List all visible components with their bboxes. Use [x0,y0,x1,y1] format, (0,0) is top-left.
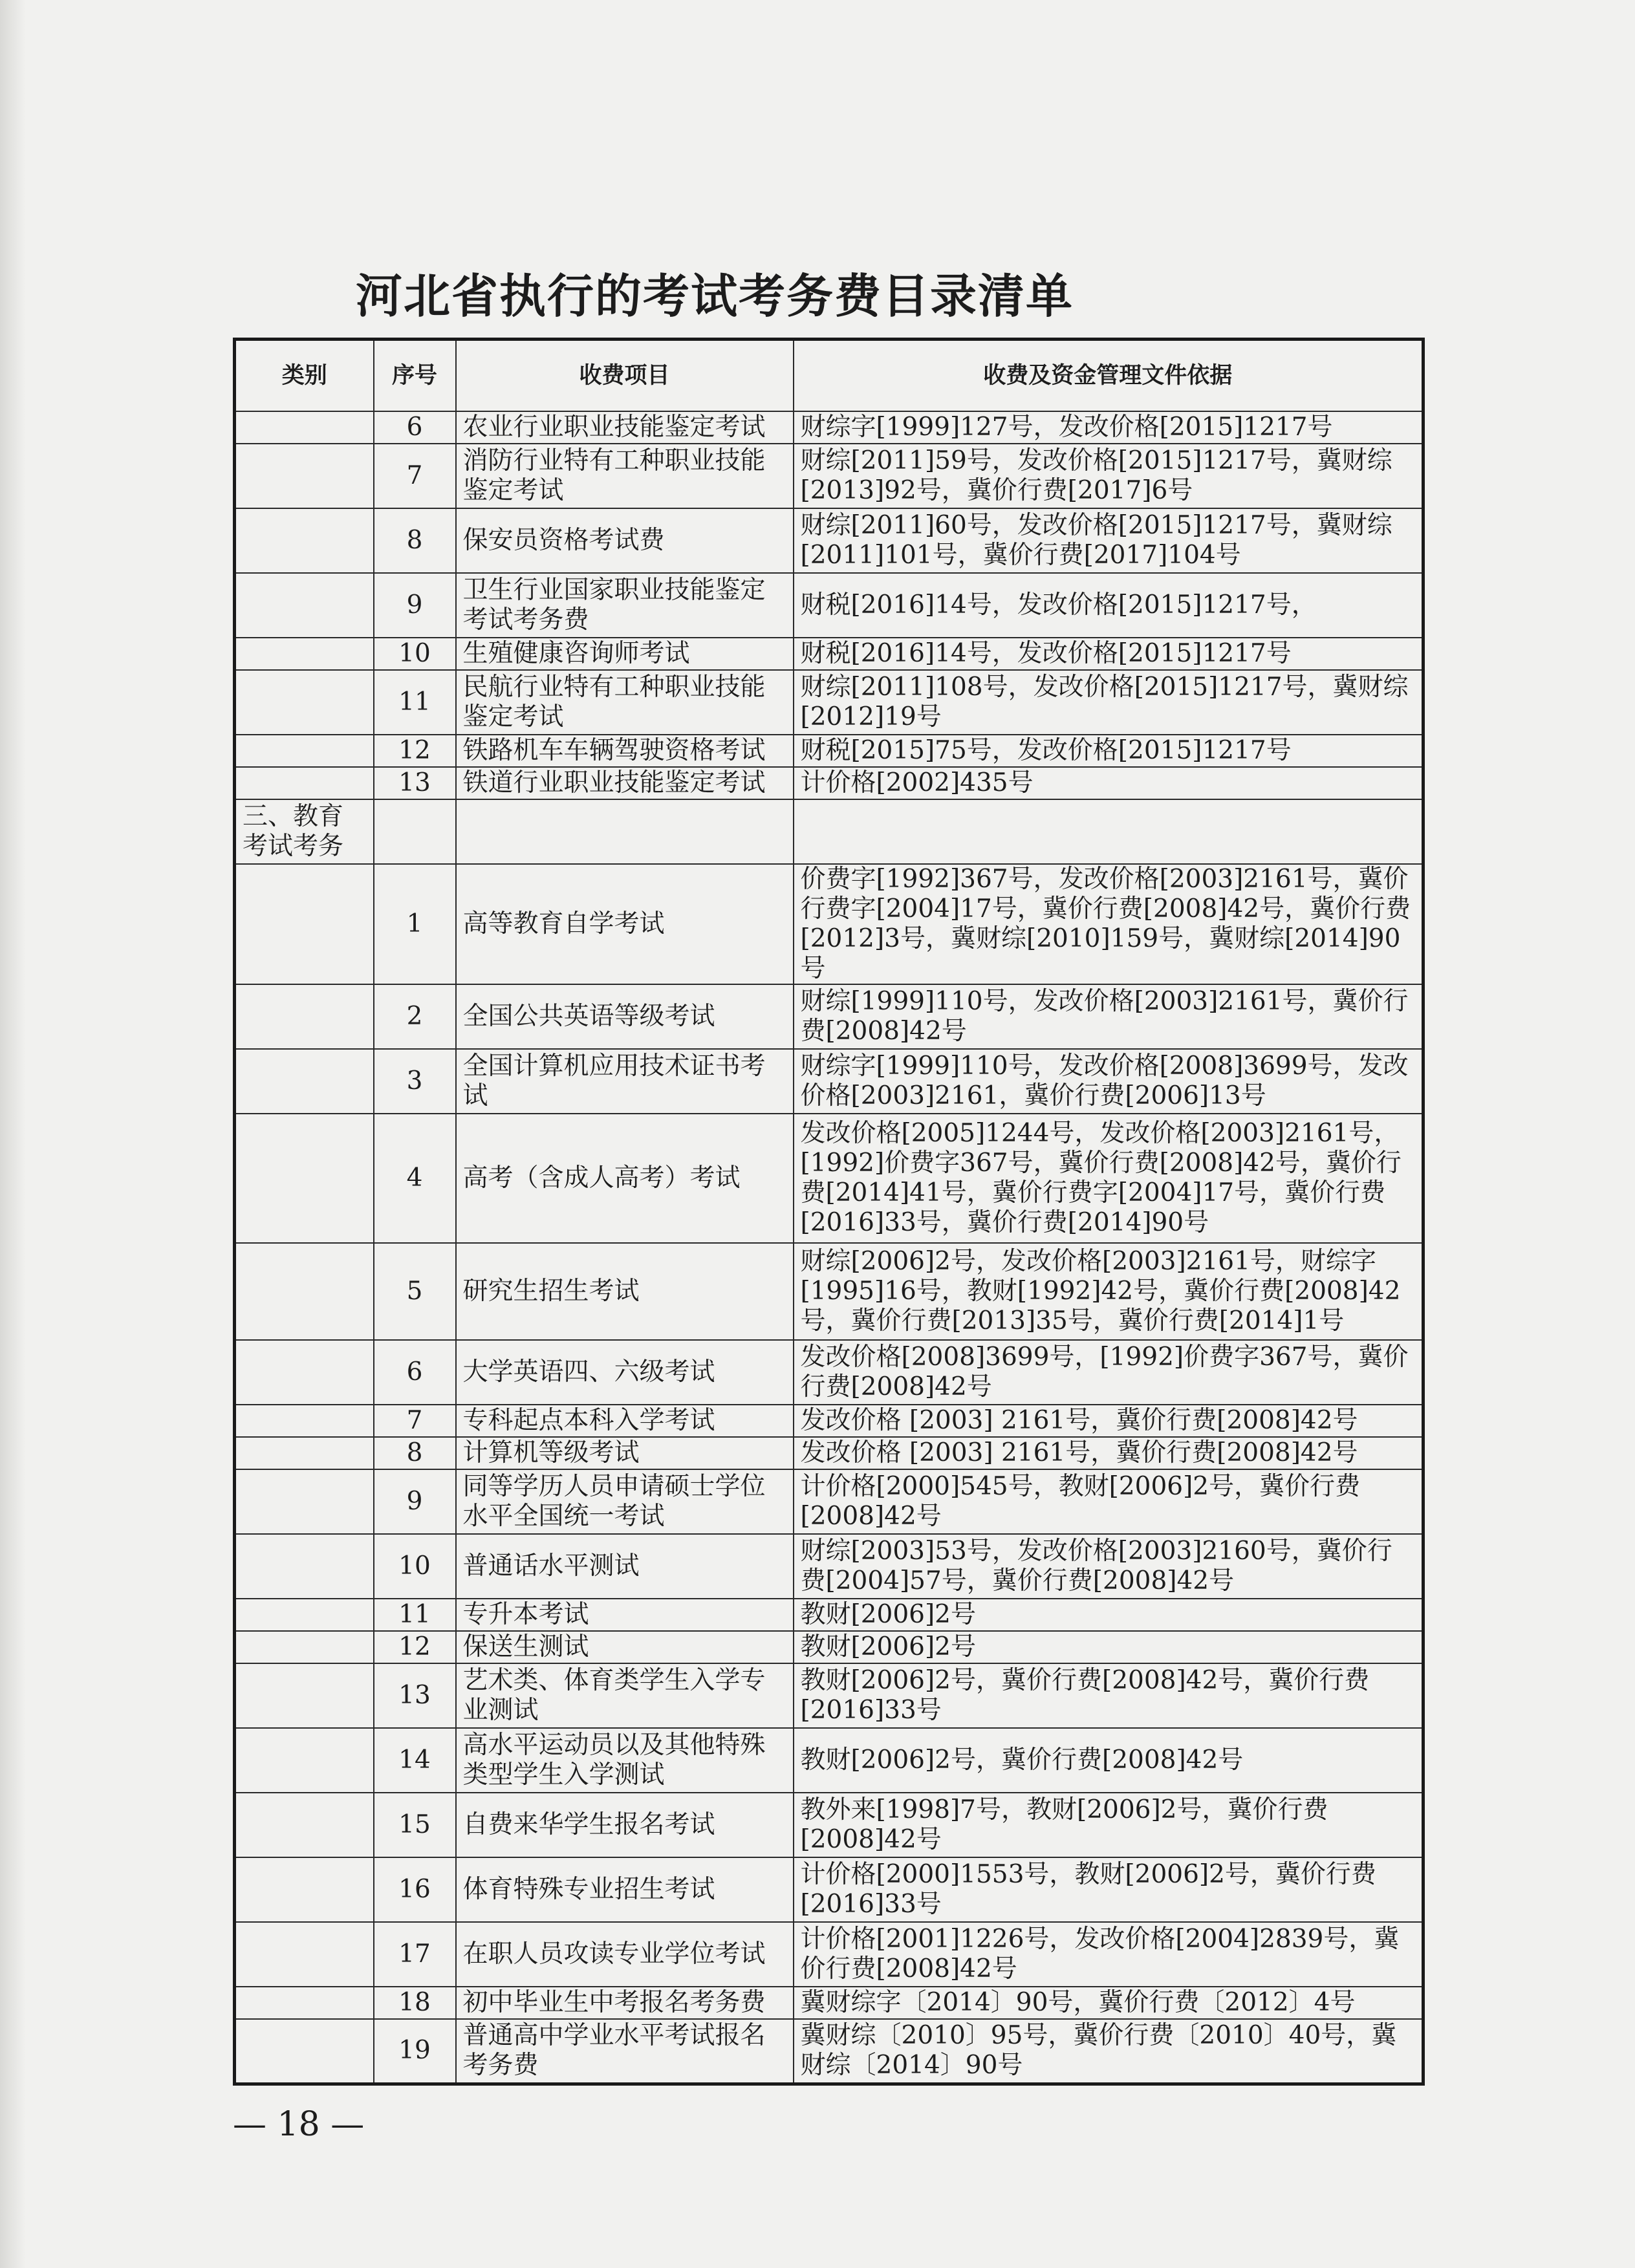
table-row [235,1049,1424,1114]
header-seq: 序号 [374,340,456,412]
table-row [235,1469,1424,1534]
item-cell: 同等学历人员申请硕士学位水平全国统一考试 [456,1469,794,1534]
item-cell: 专科起点本科入学考试 [456,1405,794,1437]
item-cell: 保送生测试 [456,1631,794,1663]
item-cell: 计算机等级考试 [456,1437,794,1469]
category-cell [235,444,374,508]
table-row [235,735,1424,767]
category-cell: 三、教育考试考务 [235,799,374,864]
category-cell [235,1534,374,1599]
item-cell: 大学英语四、六级考试 [456,1340,794,1405]
category-cell [235,1049,374,1114]
category-cell [235,864,374,984]
page-title: 河北省执行的考试考务费目录清单 [355,269,1074,323]
table-row [235,1243,1424,1340]
table-row [235,1922,1424,1987]
category-cell [235,411,374,444]
basis-cell: 教财[2006]2号，冀价行费[2008]42号 [794,1728,1424,1793]
table-row [235,1857,1424,1922]
table-row [235,1534,1424,1599]
seq-cell: 3 [374,1049,456,1114]
item-cell: 自费来华学生报名考试 [456,1793,794,1857]
table-row [235,1631,1424,1663]
basis-cell: 教财[2006]2号，冀价行费[2008]42号，冀价行费[2016]33号 [794,1663,1424,1728]
page-number: — 18 — [233,2105,365,2144]
table-body [235,411,1424,2084]
seq-cell: 13 [374,767,456,799]
seq-cell: 9 [374,1469,456,1534]
header-item: 收费项目 [456,340,794,412]
seq-cell: 6 [374,411,456,444]
seq-cell: 12 [374,735,456,767]
category-cell [235,1437,374,1469]
item-cell: 高水平运动员以及其他特殊类型学生入学测试 [456,1728,794,1793]
table-row [235,508,1424,573]
basis-cell: 财综字[1999]110号，发改价格[2008]3699号，发改价格[2003]2161，冀价行费[2006]13号 [794,1049,1424,1114]
table-row [235,799,1424,864]
seq-cell: 11 [374,1599,456,1631]
category-cell [235,2019,374,2084]
category-cell [235,1922,374,1987]
table-row [235,1114,1424,1243]
item-cell: 高考（含成人高考）考试 [456,1114,794,1243]
basis-cell: 教财[2006]2号 [794,1599,1424,1631]
category-cell [235,1793,374,1857]
table-row [235,984,1424,1049]
item-cell: 民航行业特有工种职业技能鉴定考试 [456,670,794,735]
category-cell [235,1599,374,1631]
table-row [235,864,1424,984]
seq-cell: 8 [374,508,456,573]
table-row [235,411,1424,444]
item-cell: 全国计算机应用技术证书考试 [456,1049,794,1114]
category-cell [235,1469,374,1534]
item-cell: 专升本考试 [456,1599,794,1631]
category-cell [235,1340,374,1405]
basis-cell: 财综[2011]59号，发改价格[2015]1217号，冀财综[2013]92号，冀价行费[2017]6号 [794,444,1424,508]
item-cell: 卫生行业国家职业技能鉴定考试考务费 [456,573,794,638]
table-row [235,444,1424,508]
basis-cell: 计价格[2000]545号，教财[2006]2号，冀价行费[2008]42号 [794,1469,1424,1534]
seq-cell: 8 [374,1437,456,1469]
category-cell [235,1663,374,1728]
seq-cell: 5 [374,1243,456,1340]
seq-cell: 11 [374,670,456,735]
seq-cell: 12 [374,1631,456,1663]
seq-cell: 6 [374,1340,456,1405]
seq-cell: 18 [374,1987,456,2019]
item-cell: 铁路机车车辆驾驶资格考试 [456,735,794,767]
item-cell: 全国公共英语等级考试 [456,984,794,1049]
table-row [235,1663,1424,1728]
item-cell: 铁道行业职业技能鉴定考试 [456,767,794,799]
item-cell: 高等教育自学考试 [456,864,794,984]
paper-edge [0,0,26,2268]
basis-cell: 计价格[2002]435号 [794,767,1424,799]
category-cell [235,767,374,799]
fee-table [233,338,1425,2086]
header-basis: 收费及资金管理文件依据 [794,340,1424,412]
basis-cell: 财综[2011]108号，发改价格[2015]1217号，冀财综[2012]19号 [794,670,1424,735]
basis-cell [794,799,1424,864]
seq-cell: 17 [374,1922,456,1987]
basis-cell: 发改价格 [2003] 2161号，冀价行费[2008]42号 [794,1405,1424,1437]
item-cell: 消防行业特有工种职业技能鉴定考试 [456,444,794,508]
item-cell: 普通高中学业水平考试报名考务费 [456,2019,794,2084]
basis-cell: 发改价格[2005]1244号，发改价格[2003]2161号，[1992]价费字367号，冀价行费[2008]42号，冀价行费[2014]41号，冀价行费字[2004]17号，冀价行费[2016]33号，冀价行费[2014]90号 [794,1114,1424,1243]
table-row [235,1728,1424,1793]
table-row [235,1599,1424,1631]
table-row [235,1793,1424,1857]
basis-cell: 财税[2016]14号，发改价格[2015]1217号 [794,638,1424,670]
category-cell [235,1631,374,1663]
seq-cell: 7 [374,1405,456,1437]
seq-cell: 13 [374,1663,456,1728]
category-cell [235,1857,374,1922]
basis-cell: 计价格[2000]1553号，教财[2006]2号，冀价行费[2016]33号 [794,1857,1424,1922]
basis-cell: 教外来[1998]7号，教财[2006]2号，冀价行费[2008]42号 [794,1793,1424,1857]
table-row [235,1987,1424,2019]
table-row [235,573,1424,638]
basis-cell: 冀财综字〔2014〕90号，冀价行费〔2012〕4号 [794,1987,1424,2019]
basis-cell: 财税[2015]75号，发改价格[2015]1217号 [794,735,1424,767]
seq-cell: 10 [374,638,456,670]
basis-cell: 发改价格 [2003] 2161号，冀价行费[2008]42号 [794,1437,1424,1469]
basis-cell: 教财[2006]2号 [794,1631,1424,1663]
seq-cell: 2 [374,984,456,1049]
table-header-row [235,340,1424,412]
table-row [235,2019,1424,2084]
item-cell: 体育特殊专业招生考试 [456,1857,794,1922]
table-row [235,1340,1424,1405]
basis-cell: 价费字[1992]367号，发改价格[2003]2161号，冀价行费字[2004]17号，冀价行费[2008]42号，冀价行费[2012]3号，冀财综[2010]159号，冀财综[2014]90号 [794,864,1424,984]
basis-cell: 财综[2003]53号，发改价格[2003]2160号，冀价行费[2004]57号，冀价行费[2008]42号 [794,1534,1424,1599]
item-cell: 农业行业职业技能鉴定考试 [456,411,794,444]
item-cell [456,799,794,864]
basis-cell: 财综[2006]2号，发改价格[2003]2161号，财综字[1995]16号，教财[1992]42号，冀价行费[2008]42号，冀价行费[2013]35号，冀价行费[2014]1号 [794,1243,1424,1340]
basis-cell: 财税[2016]14号，发改价格[2015]1217号， [794,573,1424,638]
category-cell [235,1114,374,1243]
category-cell [235,573,374,638]
category-cell [235,508,374,573]
table-row [235,1405,1424,1437]
basis-cell: 财综[2011]60号，发改价格[2015]1217号，冀财综[2011]101号，冀价行费[2017]104号 [794,508,1424,573]
category-cell [235,984,374,1049]
seq-cell: 4 [374,1114,456,1243]
seq-cell: 14 [374,1728,456,1793]
seq-cell: 7 [374,444,456,508]
basis-cell: 发改价格[2008]3699号，[1992]价费字367号，冀价行费[2008]42号 [794,1340,1424,1405]
category-cell [235,638,374,670]
item-cell: 初中毕业生中考报名考务费 [456,1987,794,2019]
category-cell [235,670,374,735]
item-cell: 生殖健康咨询师考试 [456,638,794,670]
item-cell: 艺术类、体育类学生入学专业测试 [456,1663,794,1728]
seq-cell: 15 [374,1793,456,1857]
seq-cell: 10 [374,1534,456,1599]
table-row [235,1437,1424,1469]
header-category: 类别 [235,340,374,412]
category-cell [235,735,374,767]
category-cell [235,1987,374,2019]
category-cell [235,1405,374,1437]
seq-cell: 9 [374,573,456,638]
seq-cell: 16 [374,1857,456,1922]
table-row [235,638,1424,670]
category-cell [235,1243,374,1340]
seq-cell: 1 [374,864,456,984]
item-cell: 研究生招生考试 [456,1243,794,1340]
item-cell: 普通话水平测试 [456,1534,794,1599]
item-cell: 保安员资格考试费 [456,508,794,573]
seq-cell [374,799,456,864]
category-cell [235,1728,374,1793]
basis-cell: 财综字[1999]127号，发改价格[2015]1217号 [794,411,1424,444]
basis-cell: 冀财综〔2010〕95号，冀价行费〔2010〕40号，冀财综〔2014〕90号 [794,2019,1424,2084]
seq-cell: 19 [374,2019,456,2084]
item-cell: 在职人员攻读专业学位考试 [456,1922,794,1987]
table-row [235,767,1424,799]
basis-cell: 计价格[2001]1226号，发改价格[2004]2839号，冀价行费[2008]42号 [794,1922,1424,1987]
basis-cell: 财综[1999]110号，发改价格[2003]2161号，冀价行费[2008]42号 [794,984,1424,1049]
table-row [235,670,1424,735]
